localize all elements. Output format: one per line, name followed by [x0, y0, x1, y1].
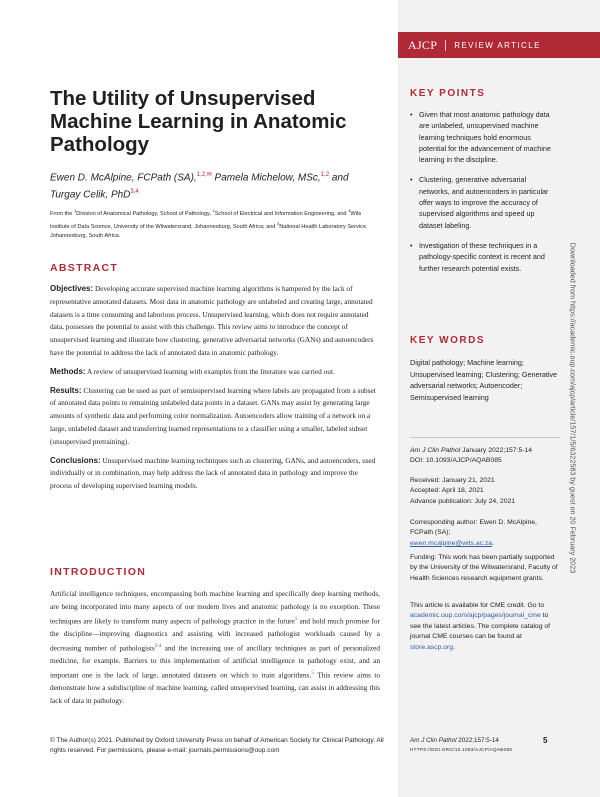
punctuation: . — [492, 539, 494, 547]
introduction-heading: INTRODUCTION — [50, 566, 147, 578]
download-notice-text: Downloaded from https://academic.oup.com/ajcp/article/157/1/5/6322583 by guest on 20 February 2023 — [568, 242, 578, 574]
page-number: 5 — [543, 736, 548, 745]
article-type: REVIEW ARTICLE — [454, 40, 541, 50]
received-date: Received: January 21, 2021 — [410, 477, 495, 484]
author-3: Turgay Celik, PhD — [50, 189, 131, 201]
journal-banner — [398, 32, 600, 58]
journal-name: AJCP — [408, 37, 438, 52]
footer-citation — [410, 736, 530, 754]
abstract-objectives — [50, 283, 380, 360]
intro-text: and the increasing use of ancillary techniques as part of personalized medicine, for example. Barriers to this implementation of artificial intelligence in pathology exist, and an important one is the lack of large, annotated datasets on which to train algorithms. — [50, 643, 380, 680]
download-notice — [566, 218, 580, 598]
intro-text: This review aims to demonstrate how a subdiscipline of machine learning, called unsupervised learning, can assist in addressing this lack of data in pathology. — [50, 670, 381, 705]
key-point-item: • Given that most anatomic pathology data are unlabeled, unsupervised machine learning techniques hold enormous potential for the advancement of machine learning in the discipline. — [410, 109, 558, 165]
results-label: Results: — [50, 385, 82, 395]
affiliation-marker: 4 — [348, 208, 351, 213]
citation — [410, 446, 560, 467]
funding-note: Funding: This work has been partially supported by the University of the Witwatersrand, Faculty of Health Sciences research equipment grants. — [410, 554, 558, 582]
affiliation-marker: 2 — [212, 208, 215, 213]
key-words-heading: KEY WORDS — [410, 335, 485, 346]
methods-label: Methods: — [50, 366, 86, 376]
banner-divider — [445, 40, 446, 51]
author-list — [50, 168, 380, 203]
abstract-heading: ABSTRACT — [50, 262, 119, 274]
affiliation-text: National Health Laboratory Service, Johannesburg, South Africa. — [50, 223, 368, 239]
affiliation-text: School of Electrical and Information Engineering, and — [214, 210, 349, 217]
conclusions-text: Unsupervised machine learning techniques such as clustering, GANs, and autoencoders, used individually or in combination, may help address the lack of annotated data in pathology and improve the process of developing supervised learning models. — [50, 455, 376, 491]
key-points-heading: KEY POINTS — [410, 88, 486, 99]
reference-link[interactable]: 2-4 — [154, 643, 162, 649]
abstract-body — [50, 283, 380, 499]
corresponding-author — [410, 518, 560, 549]
introduction-body — [50, 588, 380, 707]
key-point-item: • Clustering, generative adversarial networks, and autoencoders in particular offer ways to improve the accuracy of supervised algorithms and speed up dataset labeling. — [410, 174, 558, 230]
corresponding-author-email[interactable]: ewen.mcalpine@wits.ac.za — [410, 539, 493, 547]
author-2-affiliation: 1,2 — [320, 172, 330, 178]
footer-journal: Am J Clin Pathol — [410, 737, 457, 744]
advance-publication-date: Advance publication: July 24, 2021 — [410, 497, 516, 505]
cme-link[interactable]: academic.oup.com/ajcp/pages/journal_cme — [410, 612, 541, 620]
cme-text: This article is available for CME credit. Go to — [410, 602, 545, 609]
key-points-list — [410, 109, 558, 283]
author-1-affiliation: 1,2, — [196, 172, 207, 178]
abstract-methods — [50, 366, 380, 379]
cme-note — [410, 601, 560, 653]
methods-text: A review of unsupervised learning with examples from the literature was carried out. — [85, 366, 335, 376]
citation-journal: Am J Clin Pathol — [410, 447, 461, 454]
objectives-text: Developing accurate supervised machine learning algorithms is hampered by the lack of representative annotated datasets. Most data in anatomic pathology are unlabeled and creating large, annotated datasets is a time consuming and laborious process. Unsupervised learning, which does not require annotated data, possesses the potential to assist with this challenge. This review aims to introduce the concept of unsupervised learning and illustrate how clustering, generative adversarial networks (GANs) and autoencoders have the potential to address the lack of annotated data in anatomic pathology. — [50, 284, 374, 357]
cme-text: to see the latest articles. The complete catalog of journal CME courses can be found at — [410, 612, 551, 641]
accepted-date: Accepted: April 18, 2021 — [410, 487, 484, 495]
results-text: Clustering can be used as part of semisupervised learning where labels are propagated from a subset of annotated data points to remaining unlabeled data points in a dataset. GANs may assist by generating large amounts of synthetic data and performing color normalization. Autoencoders allow training of a network on a large, unlabeled dataset and transferring learned representations to a classifier using a smaller, labeled subset (unsupervised pretraining). — [50, 385, 376, 446]
affiliations — [50, 206, 380, 241]
affiliation-text: Division of Anatomical Pathology, School of Pathology, — [76, 210, 213, 217]
footer-volume: 2022;157:5-14 — [456, 737, 499, 744]
corresponding-author-mail-icon[interactable]: ✉ — [206, 172, 212, 178]
abstract-conclusions — [50, 455, 380, 493]
key-point-item: • Investigation of these techniques in a pathology-specific context is recent and further research potential exists. — [410, 240, 558, 274]
reference-link[interactable]: 1 — [294, 616, 298, 622]
affiliation-text: Wits Institute of Data Science, University of the Witwatersrand, Johannesburg, South Africa; and — [50, 210, 362, 230]
abstract-results — [50, 385, 380, 449]
citation-doi: DOI: 10.1093/AJCP/AQAB085 — [410, 457, 502, 465]
corresponding-author-label: Corresponding author: Ewen D. McAlpine, FCPath (SA); — [410, 519, 537, 537]
article-title: The Utility of Unsupervised Machine Learning in Anatomic Pathology — [50, 87, 347, 156]
author-3-affiliation: 3,4 — [130, 189, 139, 196]
reference-link[interactable]: 5 — [311, 670, 314, 676]
sidebar-divider — [410, 437, 560, 438]
footer-doi[interactable]: HTTPS://DOI.ORG/10.1093/AJCP/AQAB085 — [410, 747, 513, 752]
affiliation-lead: From the — [50, 210, 74, 217]
intro-text: and hold much promise for the discipline—improving diagnostics and assisting with increased pathologist workloads caused by a decreasing number of pathologists — [50, 616, 380, 653]
store-link[interactable]: store.ascp.org — [410, 643, 454, 651]
publication-dates — [410, 476, 560, 507]
intro-text: Artificial intelligence techniques, encompassing both machine learning and specifically deep learning methods, are being incorporated into many aspects of our modern lives and anatomic pathology is no exception. These techniques are likely to transform many aspects of pathology practice in the future — [50, 589, 380, 626]
citation-details: January 2022;157:5-14 — [460, 447, 533, 454]
author-conjunction: and — [329, 172, 349, 184]
affiliation-marker: 3 — [276, 220, 280, 226]
author-1: Ewen D. McAlpine, FCPath (SA), — [50, 172, 197, 184]
copyright-notice: © The Author(s) 2021. Published by Oxford University Press on behalf of American Society for Clinical Pathology. All rights reserved. For permissions, please e-mail: journals.permissions@oup.com — [50, 737, 384, 754]
key-words-text: Digital pathology; Machine learning; Unsupervised learning; Clustering; Generative adversarial networks; Autoencoder; Semisupervised learning — [410, 358, 558, 402]
affiliation-marker: 1 — [73, 208, 77, 213]
author-2: Pamela Michelow, MSc, — [211, 172, 321, 184]
conclusions-label: Conclusions: — [50, 455, 101, 465]
punctuation: . — [453, 643, 455, 651]
objectives-label: Objectives: — [50, 284, 94, 293]
